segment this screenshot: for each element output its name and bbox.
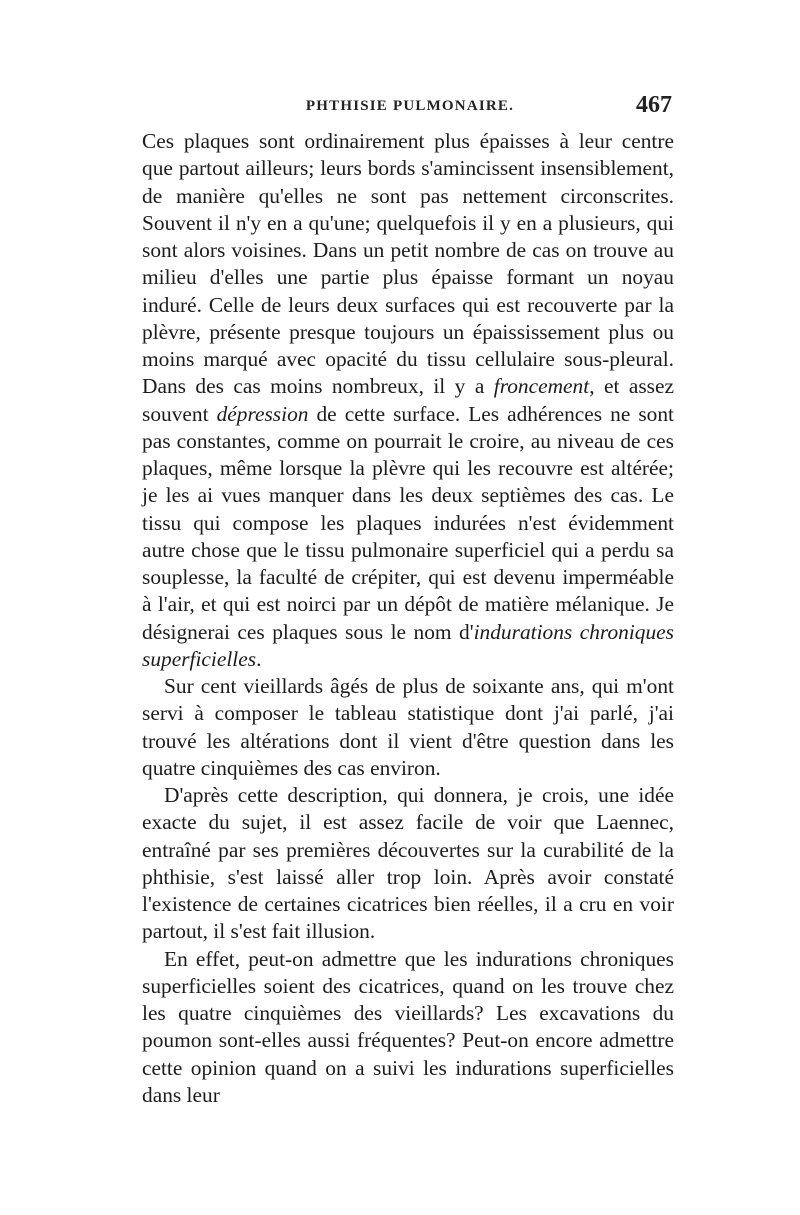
emphasis-indurations: indurations chroniques superficielles — [142, 619, 675, 671]
paragraph-4: En effet, peut-on admettre que les indurations chroniques superficielles soient des cicatrices, quand on les trouve chez les quatre cinquièmes des vieillards? Les excavations du poumon sont-elles aussi fréquentes? Peut-on encore admettre cette opinion quand on a suivi les indurations superficielles dans leur — [142, 946, 674, 1107]
page-number: 467 — [636, 92, 672, 118]
running-head — [140, 92, 680, 122]
body-text — [142, 128, 674, 1109]
paragraph-1-text-4: . — [256, 646, 262, 671]
paragraph-2: Sur cent vieillards âgés de plus de soixante ans, qui m'ont servi à composer le tableau statistique dont j'ai parlé, j'ai trouvé les altérations dont il vient d'être question dans les quatre cinquièmes des cas environ. — [142, 674, 674, 780]
paragraph-3: D'après cette description, qui donnera, je crois, une idée exacte du sujet, il est assez facile de voir que Laennec, entraîné par ses premières découvertes sur la curabilité de la phthisie, s'est laissé aller trop loin. Après avoir constaté l'existence de certaines cicatrices bien réelles, il a cru en voir partout, il s'est fait illusion. — [142, 783, 674, 944]
paragraph-1-text-2: , et assez souvent — [142, 374, 674, 426]
emphasis-depression: dépression — [216, 401, 309, 426]
paragraph-1-text-1: Ces plaques sont ordinairement plus épaisses à leur centre que partout ailleurs; leurs bords s'amincissent insensiblement, de manière qu'elles ne sont pas nettement circonscrites. Souvent il n'y en a qu'une; quelquefois il y en a plusieurs, qui sont alors voisines. Dans un petit nombre de cas on trouve au milieu d'elles une partie plus épaisse formant un noyau induré. Celle de leurs deux surfaces qui est recouverte par la plèvre, présente presque toujours un épaississement plus ou moins marqué avec opacité du tissu cellulaire sous-pleural. Dans des cas moins nombreux, il y a — [142, 129, 674, 399]
paragraph-1-text-3: de cette surface. Les adhérences ne sont pas constantes, comme on pourrait le croire, au niveau de ces plaques, même lorsque la plèvre qui les recouvre est altérée; je les ai vues manquer dans les deux septièmes des cas. Le tissu qui compose les plaques indurées n'est évidemment autre chose que le tissu pulmonaire superficiel qui a perdu sa souplesse, la faculté de crépiter, qui est devenu imperméable à l'air, et qui est noirci par un dépôt de matière mélanique. Je désignerai ces plaques sous le nom d' — [142, 401, 674, 644]
paragraph-1 — [142, 128, 674, 673]
running-title: PHTHISIE PULMONAIRE. — [305, 98, 515, 114]
emphasis-froncement: froncement — [493, 374, 590, 399]
